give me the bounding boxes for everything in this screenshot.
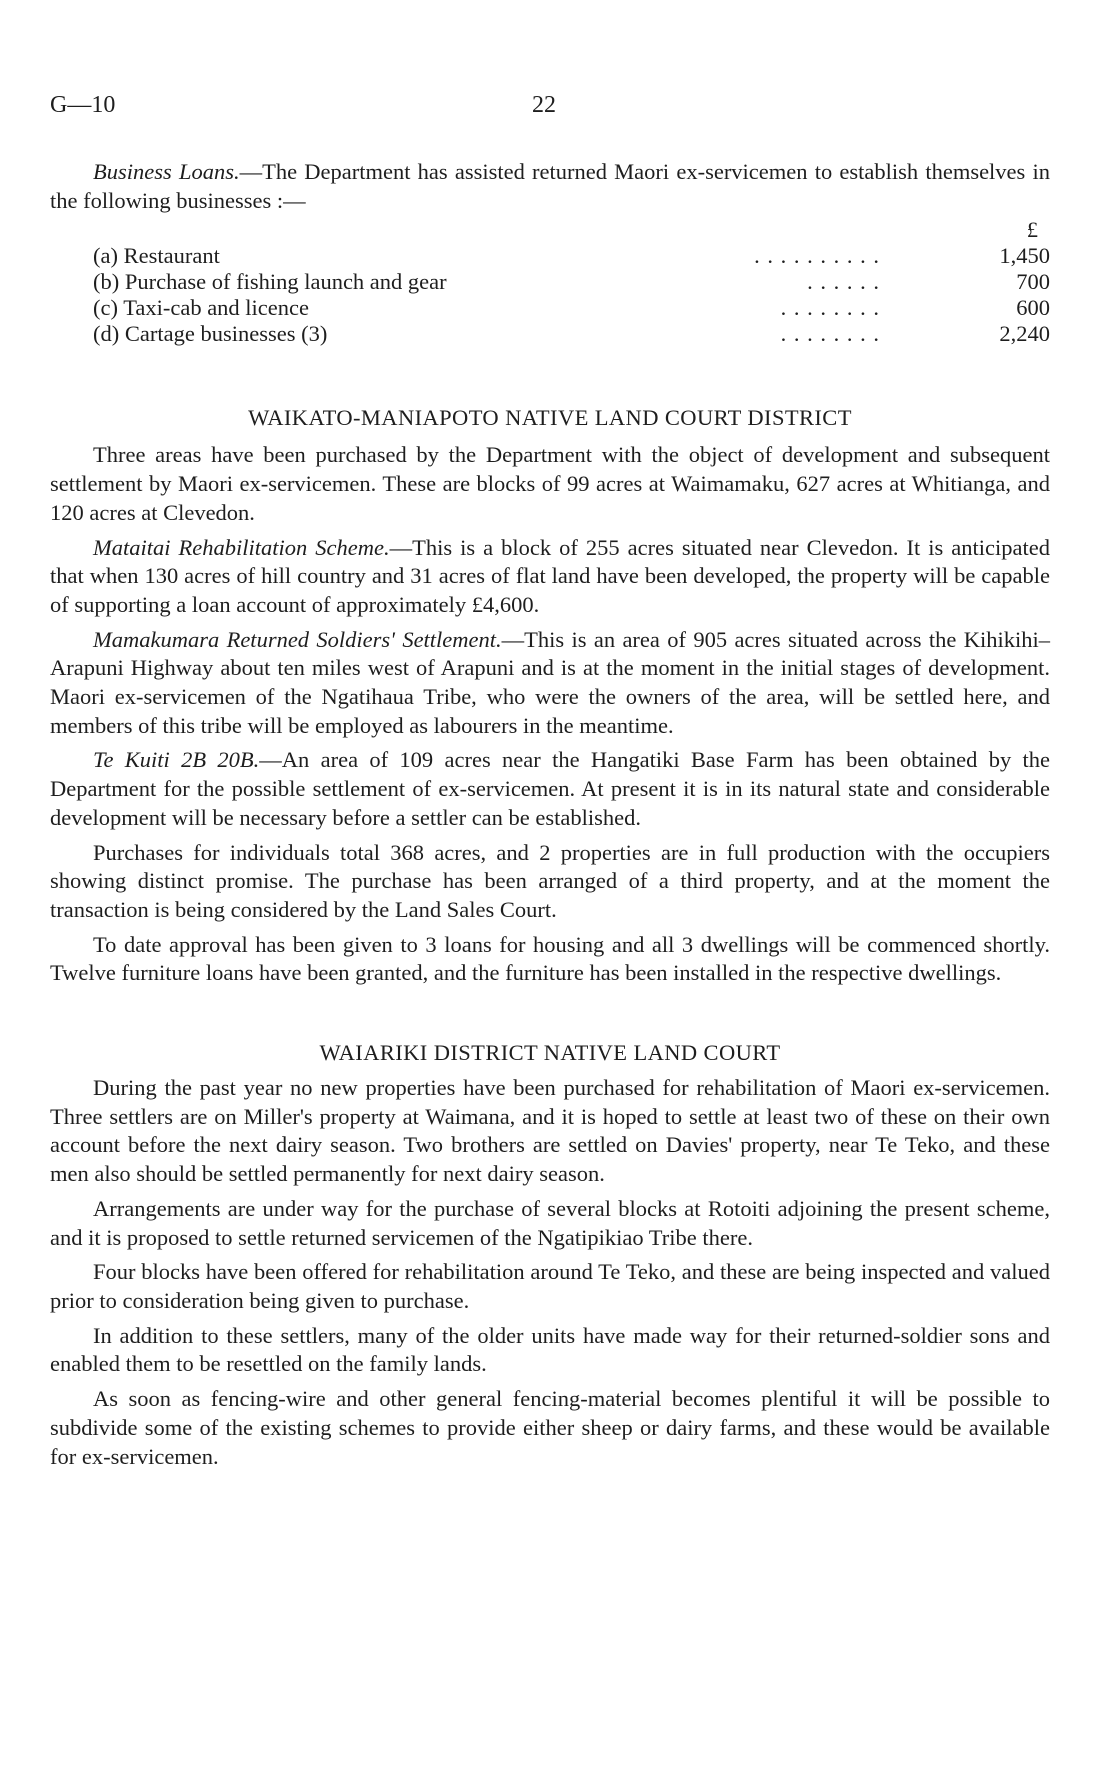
item-amount: 700 xyxy=(1016,269,1050,295)
item-label: (d) Cartage businesses (3) xyxy=(93,321,328,347)
list-item xyxy=(50,269,1050,295)
mataitai-paragraph xyxy=(50,534,1050,620)
mamakumara-title: Mamakumara Returned Soldiers' Settlement. xyxy=(93,626,502,652)
document-reference: G—10 xyxy=(50,92,116,118)
leader-dots: . . . . . . . . xyxy=(780,295,880,321)
rotoiti-paragraph: Arrangements are under way for the purchase of several blocks at Rotoiti adjoining the present scheme, and it is proposed to settle returned servicemen of the Ngatipikiao Tribe there. xyxy=(50,1195,1050,1250)
item-label: (a) Restaurant xyxy=(93,243,220,269)
list-item xyxy=(50,243,1050,269)
business-loans-list xyxy=(50,243,1050,347)
leader-dots: . . . . . . xyxy=(807,269,880,295)
page-header xyxy=(50,92,1050,126)
item-label: (c) Taxi-cab and licence xyxy=(93,295,310,321)
business-loans-title: Business Loans. xyxy=(93,159,240,184)
page-content xyxy=(50,158,1050,1471)
item-amount: 2,240 xyxy=(999,321,1050,347)
list-item xyxy=(50,295,1050,321)
mamakumara-paragraph xyxy=(50,626,1050,741)
waiariki-paragraph: During the past year no new properties have been purchased for rehabilitation of Maori ex-servicemen. Three settlers are on Miller's property at Waimana, and it is hoped to settle at least two of these on their own account before the next dairy season. Two brothers are settled on Davies' property, near Te Teko, and these men also should be settled permanently for next dairy season. xyxy=(50,1075,1050,1187)
mataitai-text: —This is a block of 255 acres situated near Clevedon. It is anticipated that when 130 acres of hill country and 31 acres of flat land have been developed, the property will be capable of supporting a loan account of approximately £4,600. xyxy=(50,534,1050,617)
mamakumara-text: —This is an area of 905 acres situated across the Kihikihi–Arapuni Highway about ten miles west of Arapuni and is at the moment in the initial stages of development. Maori ex-servicemen of the Ngatihaua Tribe, who were the owners of the area, will be settled here, and members of this tribe will be employed as labourers in the meantime. xyxy=(50,626,1050,738)
item-amount: 1,450 xyxy=(999,243,1050,269)
purchases-paragraph: Purchases for individuals total 368 acres, and 2 properties are in full production with the occupiers showing distinct promise. The purchase has been arranged of a third property, and at the moment the transaction is being considered by the Land Sales Court. xyxy=(50,839,1050,922)
older-units-paragraph: In addition to these settlers, many of the older units have made way for their returned-soldier sons and enabled them to be resettled on the family lands. xyxy=(50,1322,1050,1377)
leader-dots: . . . . . . . . xyxy=(780,321,880,347)
waikato-paragraph: Three areas have been purchased by the Department with the object of development and subsequent settlement by Maori ex-servicemen. These are blocks of 99 acres at Waimamaku, 627 acres at Whitianga, and 120 acres at Clevedon. xyxy=(50,442,1050,525)
business-loans-paragraph xyxy=(50,158,1050,215)
mataitai-title: Mataitai Rehabilitation Scheme. xyxy=(93,534,390,560)
waiariki-heading: WAIARIKI DISTRICT NATIVE LAND COURT xyxy=(319,1040,781,1066)
item-label: (b) Purchase of fishing launch and gear xyxy=(93,269,447,295)
business-loans-intro: —The Department has assisted returned Maori ex-servicemen to establish themselves in the following businesses :— xyxy=(50,159,1050,213)
currency-symbol: £ xyxy=(1026,217,1038,243)
page-number: 22 xyxy=(532,92,556,118)
te-kuiti-paragraph xyxy=(50,746,1050,832)
te-kuiti-text: —An area of 109 acres near the Hangatiki Base Farm has been obtained by the Department for the possible settlement of ex-servicemen. At present it is in its natural state and considerable development will be necessary before a settler can be established. xyxy=(50,747,1051,830)
item-amount: 600 xyxy=(1016,295,1050,321)
leader-dots: . . . . . . . . . . xyxy=(754,243,880,269)
fencing-paragraph: As soon as fencing-wire and other general fencing-material becomes plentiful it will be possible to subdivide some of the existing schemes to provide either sheep or dairy farms, and these would be available for ex-servicemen. xyxy=(50,1386,1050,1469)
waikato-heading: WAIKATO-MANIAPOTO NATIVE LAND COURT DISTRICT xyxy=(248,405,852,431)
te-kuiti-title: Te Kuiti 2B 20B. xyxy=(93,747,260,773)
loans-paragraph: To date approval has been given to 3 loans for housing and all 3 dwellings will be commenced shortly. Twelve furniture loans have been granted, and the furniture has been installed in the respective dwellings. xyxy=(50,931,1050,986)
te-teko-paragraph: Four blocks have been offered for rehabilitation around Te Teko, and these are being inspected and valued prior to consideration being given to purchase. xyxy=(50,1259,1050,1313)
list-item xyxy=(50,321,1050,347)
